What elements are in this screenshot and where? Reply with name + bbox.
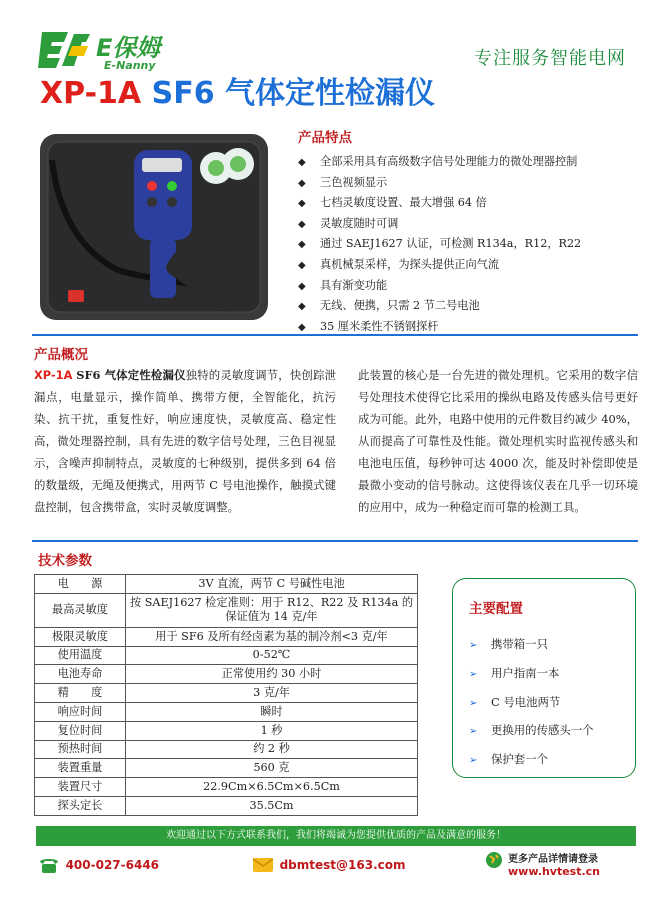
spec-value: 35.5Cm <box>126 796 418 815</box>
spec-key: 极限灵敏度 <box>35 627 126 646</box>
table-row <box>35 778 418 797</box>
table-row <box>35 759 418 778</box>
email-address[interactable]: dbmtest@163.com <box>279 858 406 872</box>
table-row <box>35 702 418 721</box>
feature-item <box>298 255 658 276</box>
spec-value: 按 SAEJ1627 检定准则：用于 R12、R22 及 R134a 的保证值为 14 克/年 <box>126 593 418 627</box>
spec-key: 探头定长 <box>35 796 126 815</box>
spec-key: 响应时间 <box>35 702 126 721</box>
diamond-bullet-icon: ◆ <box>298 280 306 292</box>
features-section <box>298 126 658 337</box>
feature-item <box>298 296 658 317</box>
table-row <box>35 627 418 646</box>
table-row <box>35 796 418 815</box>
company-logo <box>38 26 208 72</box>
feature-text: 三色视频显示 <box>320 175 388 189</box>
spec-value: 3 克/年 <box>126 684 418 703</box>
feature-text: 通过 SAEJ1627 认证，可检测 R134a，R12，R22 <box>320 237 582 251</box>
overview-product-name: SF6 气体定性检漏仪 <box>76 368 186 382</box>
spec-key: 电池寿命 <box>35 665 126 684</box>
spec-key: 使用温度 <box>35 646 126 665</box>
arrow-bullet-icon: ➢ <box>469 726 478 738</box>
globe-icon <box>484 850 504 870</box>
phone-number[interactable]: 400-027-6446 <box>65 858 160 872</box>
spec-value: 0-52℃ <box>126 646 418 665</box>
diamond-bullet-icon: ◆ <box>298 259 306 271</box>
envelope-icon <box>252 857 274 873</box>
overview-left-paragraph <box>34 364 336 518</box>
arrow-bullet-icon: ➢ <box>469 668 478 680</box>
section-divider <box>32 334 638 336</box>
feature-text: 七档灵敏度设置、最大增强 64 倍 <box>320 196 487 210</box>
diamond-bullet-icon: ◆ <box>298 239 306 251</box>
config-item <box>469 631 594 660</box>
email-contact <box>252 854 405 873</box>
diamond-bullet-icon: ◆ <box>298 218 306 230</box>
feature-item <box>298 152 658 173</box>
spec-value: 1 秒 <box>126 721 418 740</box>
config-heading: 主要配置 <box>469 601 523 617</box>
spec-value: 22.9Cm×6.5Cm×6.5Cm <box>126 778 418 797</box>
config-item <box>469 746 594 775</box>
features-list <box>298 152 658 337</box>
config-text: 更换用的传感头一个 <box>491 723 594 738</box>
spec-key: 复位时间 <box>35 721 126 740</box>
config-list <box>469 631 594 775</box>
feature-text: 全部采用具有高级数字信号处理能力的微处理器控制 <box>320 155 578 168</box>
overview-model: XP-1A <box>34 368 73 382</box>
feature-item <box>298 234 658 255</box>
config-text: C 号电池两节 <box>491 694 561 709</box>
spec-value: 正常使用约 30 小时 <box>126 665 418 684</box>
config-item <box>469 660 594 689</box>
diamond-bullet-icon: ◆ <box>298 177 306 189</box>
feature-text: 灵敏度随时可调 <box>320 216 399 230</box>
feature-text: 35 厘米柔性不锈钢探杆 <box>320 319 439 333</box>
feature-item <box>298 173 658 194</box>
spec-value: 瞬时 <box>126 702 418 721</box>
more-info-text: 更多产品详情请登录 <box>508 854 598 865</box>
slogan: 专注服务智能电网 <box>474 48 626 69</box>
phone-icon <box>38 856 60 874</box>
table-row <box>35 684 418 703</box>
table-row <box>35 646 418 665</box>
arrow-bullet-icon: ➢ <box>469 640 478 651</box>
overview-heading: 产品概况 <box>34 347 88 363</box>
spec-value: 3V 直流，两节 C 号碱性电池 <box>126 575 418 594</box>
table-row <box>35 740 418 759</box>
feature-item <box>298 193 658 214</box>
contact-banner: 欢迎通过以下方式联系我们，我们将竭诚为您提供优质的产品及满意的服务！ <box>36 826 636 846</box>
phone-contact <box>38 854 159 874</box>
table-row <box>35 575 418 594</box>
diamond-bullet-icon: ◆ <box>298 157 306 168</box>
overview-left-text: 独特的灵敏度调节，快创踪泄漏点，电量显示，操作简单、携带方便，全智能化，抗污染、抗干扰，重复性好，响应速度快，灵敏度高、稳定性高，微处理器控制，具有先进的数字信号处理，三色目视显示，含噪声抑制特点，灵敏度的七种级别，提供多到 64 倍的数量级，无绳及便携式，用两节 C 号电池操作，触摸式键盘控制，包含携带盒，实时灵敏度调整。 <box>34 368 336 514</box>
config-item <box>469 689 594 718</box>
tech-specs-table <box>34 574 418 816</box>
main-config-box <box>452 578 636 778</box>
feature-item <box>298 276 658 297</box>
website-link[interactable]: www.hvtest.cn <box>508 865 601 878</box>
diamond-bullet-icon: ◆ <box>298 301 306 313</box>
table-row <box>35 593 418 627</box>
spec-key: 装置尺寸 <box>35 778 126 797</box>
spec-key: 最高灵敏度 <box>35 593 126 627</box>
arrow-bullet-icon: ➢ <box>469 755 478 767</box>
config-item <box>469 717 594 746</box>
feature-text: 具有渐变功能 <box>320 278 388 292</box>
config-text: 用户指南一本 <box>491 665 560 680</box>
title-product-name: SF6 气体定性检漏仪 <box>151 76 436 111</box>
section-divider <box>32 540 638 542</box>
config-text: 携带箱一只 <box>491 637 548 651</box>
feature-text: 真机械泵采样，为探头提供正向气流 <box>320 257 500 271</box>
features-heading: 产品特点 <box>298 130 352 146</box>
table-row <box>35 721 418 740</box>
spec-key: 装置重量 <box>35 759 126 778</box>
product-photo <box>38 130 270 324</box>
table-row <box>35 665 418 684</box>
arrow-bullet-icon: ➢ <box>469 697 478 709</box>
spec-value: 约 2 秒 <box>126 740 418 759</box>
website-contact <box>484 850 600 878</box>
diamond-bullet-icon: ◆ <box>298 198 306 210</box>
spec-key: 预热时间 <box>35 740 126 759</box>
diamond-bullet-icon: ◆ <box>298 321 306 333</box>
logo-subtext: E-Nanny <box>104 59 156 72</box>
spec-key: 精 度 <box>35 684 126 703</box>
logo-text: E保姆 <box>96 34 161 62</box>
title-model: XP-1A <box>40 76 142 111</box>
config-text: 保护套一个 <box>491 752 548 767</box>
feature-text: 无线、便携，只需 2 节二号电池 <box>320 299 480 313</box>
page-title <box>40 76 435 112</box>
spec-value: 560 克 <box>126 759 418 778</box>
spec-key: 电 源 <box>35 575 126 594</box>
spec-value: 用于 SF6 及所有经卤素为基的制冷剂<3 克/年 <box>126 627 418 646</box>
overview-right-paragraph: 此装置的核心是一台先进的微处理机。它采用的数字信号处理技术使得它比采用的操纵电路及传感头信号更好成为可能。此外，电路中使用的元件数目约减少 40%，从而提高了可靠性及性能。微处理机实时监视传感头和电池电压值，每秒钟可达 4000 次，能及时补偿即使是最微小变动的信号脉动。这使得该仪表在几乎一切环境的应用中，成为一种稳定而可靠的检测工具。 <box>358 368 638 514</box>
feature-item <box>298 214 658 235</box>
tech-specs-heading: 技术参数 <box>38 553 92 569</box>
